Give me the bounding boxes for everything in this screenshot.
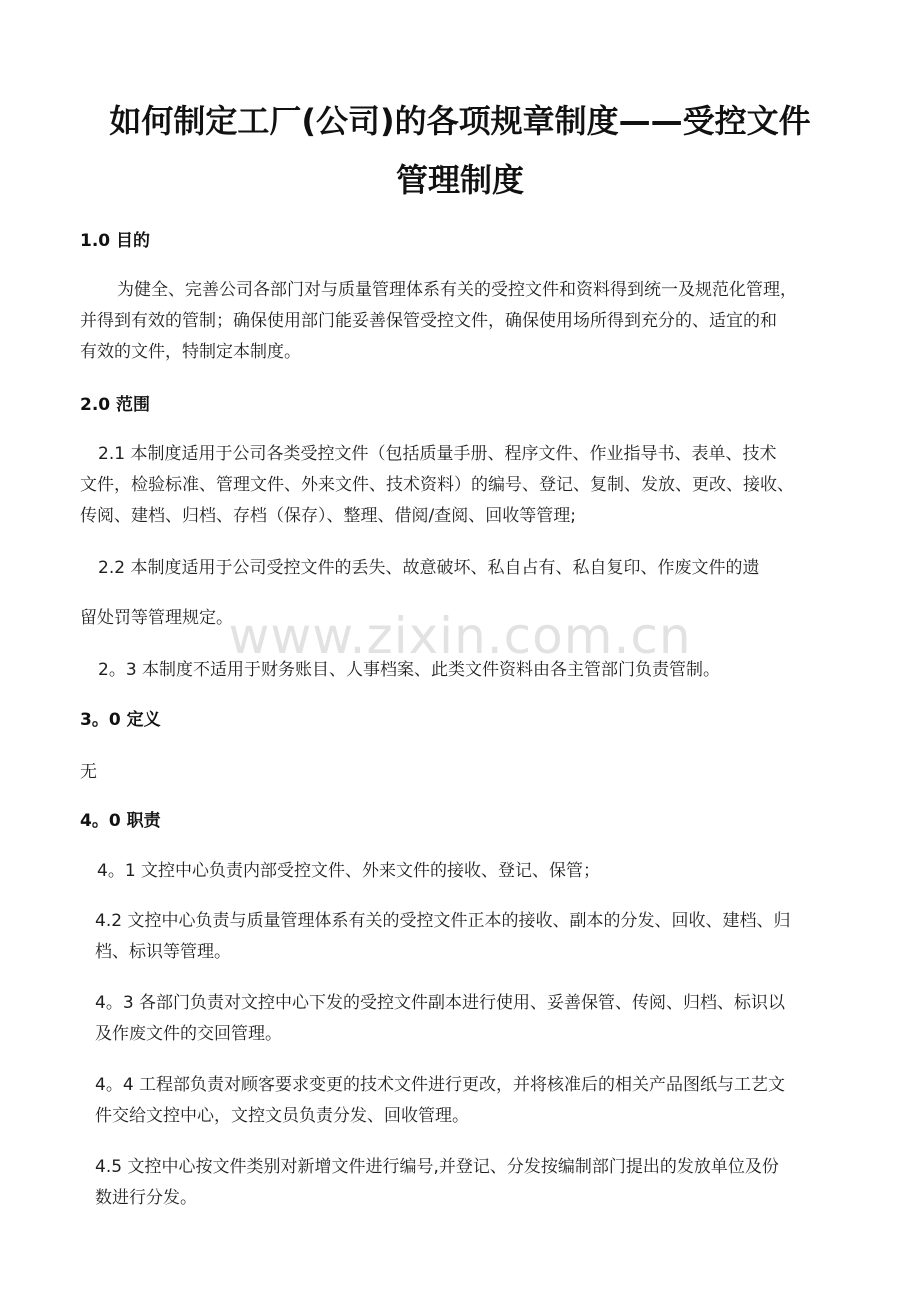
section-heading-purpose: 1.0 目的: [80, 231, 151, 251]
section-heading-responsibilities: 4。0 职责: [80, 811, 161, 831]
paragraph-resp-4-2: [95, 906, 790, 968]
paragraph-scope-2-2-line-1: 2.2 本制度适用于公司受控文件的丢失、故意破坏、私自占有、私自复印、作废文件的遗: [98, 558, 760, 578]
text-line: 4.2 文控中心负责与质量管理体系有关的受控文件正本的接收、副本的分发、回收、建档、归: [95, 911, 791, 931]
paragraph-scope-2-2-line-2: 留处罚等管理规定。: [80, 608, 233, 628]
text-line: 4.5 文控中心按文件类别对新增文件进行编号,并登记、分发按编制部门提出的发放单位及份: [95, 1157, 779, 1177]
text-line: 档、标识等管理。: [95, 942, 231, 962]
text-line: 件交给文控中心，文控文员负责分发、回收管理。: [95, 1106, 469, 1126]
text-line: 为健全、完善公司各部门对与质量管理体系有关的受控文件和资料得到统一及规范化管理，: [117, 280, 797, 300]
paragraph-resp-4-5: [95, 1152, 779, 1214]
section-heading-definition: 3。0 定义: [80, 710, 161, 730]
paragraph-purpose: [80, 275, 797, 368]
text-line: 有效的文件，特制定本制度。: [80, 342, 301, 362]
text-line: 传阅、建档、归档、存档（保存）、整理、借阅/查阅、回收等管理;: [80, 506, 576, 526]
document-title-line-2: 管理制度: [395, 161, 524, 199]
document-title-line-1: 如何制定工厂(公司)的各项规章制度——受控文件: [109, 102, 811, 140]
text-line: 并得到有效的管制；确保使用部门能妥善保管受控文件，确保使用场所得到充分的、适宜的和: [80, 311, 777, 331]
paragraph-definition: 无: [80, 762, 97, 782]
text-line: 文件，检验标准、管理文件、外来文件、技术资料）的编号、登记、复制、发放、更改、接收、: [80, 475, 794, 495]
paragraph-resp-4-1: 4。1 文控中心负责内部受控文件、外来文件的接收、登记、保管；: [97, 861, 601, 881]
paragraph-resp-4-3: [95, 988, 785, 1050]
text-line: 4。3 各部门负责对文控中心下发的受控文件副本进行使用、妥善保管、传阅、归档、标识以: [95, 993, 786, 1013]
watermark: www.zixin.com.cn: [228, 607, 692, 665]
paragraph-scope-2-1: [80, 439, 794, 532]
paragraph-scope-2-3: 2。3 本制度不适用于财务账目、人事档案、此类文件资料由各主管部门负责管制。: [98, 660, 721, 680]
paragraph-resp-4-4: [95, 1070, 785, 1132]
text-line: 及作废文件的交回管理。: [95, 1024, 282, 1044]
text-line: 4。4 工程部负责对顾客要求变更的技术文件进行更改，并将核准后的相关产品图纸与工艺文: [95, 1075, 786, 1095]
text-line: 数进行分发。: [95, 1188, 197, 1208]
section-heading-scope: 2.0 范围: [80, 395, 151, 415]
text-line: 2.1 本制度适用于公司各类受控文件（包括质量手册、程序文件、作业指导书、表单、技术: [98, 444, 777, 464]
